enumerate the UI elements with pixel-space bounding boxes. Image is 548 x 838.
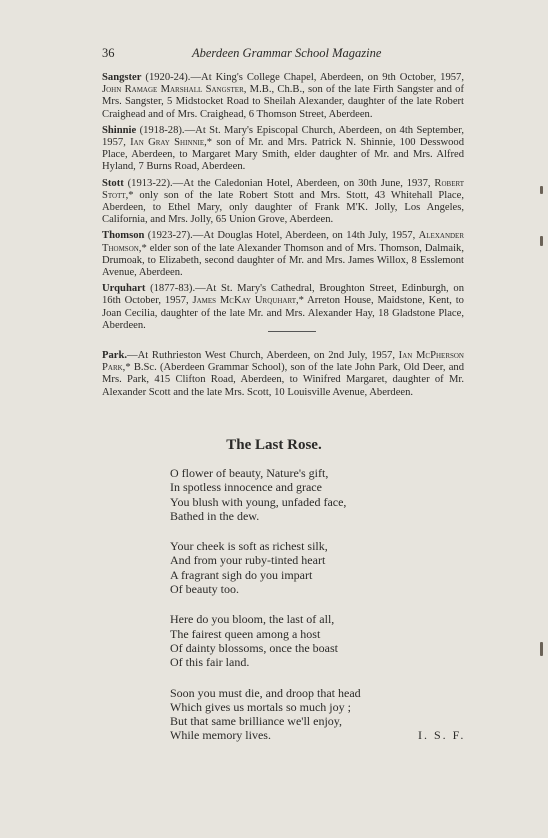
poem-line: You blush with young, unfaded face, [170,494,347,509]
notice-name: Shinnie [102,124,137,136]
poem-line: Which gives us mortals so much joy ; [170,699,351,714]
notice-name: Urquhart [102,283,146,295]
notice-details: —At Ruthrieston West Church, Aberdeen, on 2nd July, 1957, [127,350,399,361]
poem-stanza [170,612,470,669]
poem-line: Of this fair land. [170,655,250,670]
poem-line: O flower of beauty, Nature's gift, [170,466,329,480]
poem-line: Your cheek is soft as richest silk, [170,539,328,554]
notice-rest: son of Mr. and Mrs. Patrick N. Shinnie, 100 Desswood Place, Aberdeen, to Margaret Mary Smith, elder daughter of Mr. and Mrs. Alfred Hyland, 7 Burns Road, Aberdeen. [102,137,465,173]
poem-body [170,466,470,759]
notice-rest: , M.B., Ch.B., son of the late Firth Sangster and of Mrs. Sangster, 5 Midstocket Road to Sheilah Alexander, daughter of the late Robert Craighead and of Mrs. Craighead, 6 Thomson Street, Aberdeen. [102,84,465,120]
poem-line: Soon you must die, and droop that head [170,685,361,700]
poem-line: Bathed in the dew. [170,508,260,523]
poem-line: The fairest queen among a host [170,626,321,641]
notice-shinnie [102,125,464,174]
notice-name: Park. [102,350,128,361]
poem-stanza [170,539,470,596]
poem-line: A fragrant sigh do you impart [170,567,313,582]
poem-line: In spotless innocence and grace [170,480,322,495]
notice-urquhart [102,283,464,332]
binding-mark [540,236,543,246]
poem-line: And from your ruby-tinted heart [170,553,326,568]
notice-name: Sangster [102,72,142,83]
notice-rest: B.Sc. (Aberdeen Grammar School), son of the late John Park, Old Deer, and Mrs. Park, 415 Clifton Road, Aberdeen, to Winifred Margaret, daughter of Mr. Alexander Scott and the late Mrs. Scott, 10 Louisville Avenue, Aberdeen. [102,362,464,398]
notice-groom: Ian Gray Shinnie,* [130,137,213,149]
notice-thomson [102,230,464,279]
running-title: Aberdeen Grammar School Magazine [192,46,382,60]
marriage-notices [102,72,464,336]
binding-mark [540,186,543,194]
notice-rest: only son of the late Robert Stott and Mrs. Stott, 43 Whitehall Place, Aberdeen, to Ethel Mary, only daughter of Frank M'K. Jolly, Los Angeles, California, and Mrs. Jolly, 65 Union Grove, Aberdeen. [102,189,464,226]
notice-details: (1913-22).—At the Caledonian Hotel, Aberdeen, on 30th June, 1937, [123,177,435,189]
poem-author: I. S. F. [418,728,466,742]
section-divider [268,331,316,332]
notice-sangster [102,72,464,121]
poem-title: The Last Rose. [226,437,322,453]
poem-line: Of dainty blossoms, once the boast [170,640,338,655]
notice-park [102,350,464,403]
notice-groom: James McKay Urquhart,* [192,295,304,307]
poem-stanza [170,466,470,523]
notice-groom: John Ramage Marshall Sangster [102,84,244,96]
page-header [102,46,462,64]
notice-rest: elder son of the late Alexander Thomson and of Mrs. Thomson, Dalmaik, Drumoak, to Elizabeth, second daughter of Mr. and Mrs. James Willox, 8 Esslemont Avenue, Aberdeen. [102,242,464,279]
notice-groom: Alexander Thomson,* [102,230,464,254]
poem-line: But that same brilliance we'll enjoy, [170,714,343,729]
notice-stott [102,178,464,227]
page-number: 36 [102,46,115,60]
notice-name: Stott [102,177,124,189]
poem-line: Of beauty too. [170,582,239,597]
poem-line: While memory lives. [170,728,271,743]
notice-details: (1920-24).—At King's College Chapel, Aberdeen, on 9th October, 1957, [141,72,464,83]
notice-details: (1877-83).—At St. Mary's Cathedral, Broughton Street, Edinburgh, on 16th October, 1957, [102,283,464,307]
binding-mark [540,642,543,656]
notice-groom: Robert Stott,* [102,177,464,201]
notice-groom: Ian McPherson Park,* [102,350,464,374]
poem-line: Here do you bloom, the last of all, [170,612,335,627]
notice-details: (1918-28).—At St. Mary's Episcopal Church, Aberdeen, on 4th September, 1957, [102,124,464,149]
notice-rest: Arreton House, Maidstone, Kent, to Joan Cecilia, daughter of the late Mr. and Mrs. Alexander Hay, 18 Gladstone Place, Aberdeen. [102,295,464,331]
notice-details: (1923-27).—At Douglas Hotel, Aberdeen, on 14th July, 1957, [144,230,419,242]
notice-name: Thomson [102,230,145,242]
